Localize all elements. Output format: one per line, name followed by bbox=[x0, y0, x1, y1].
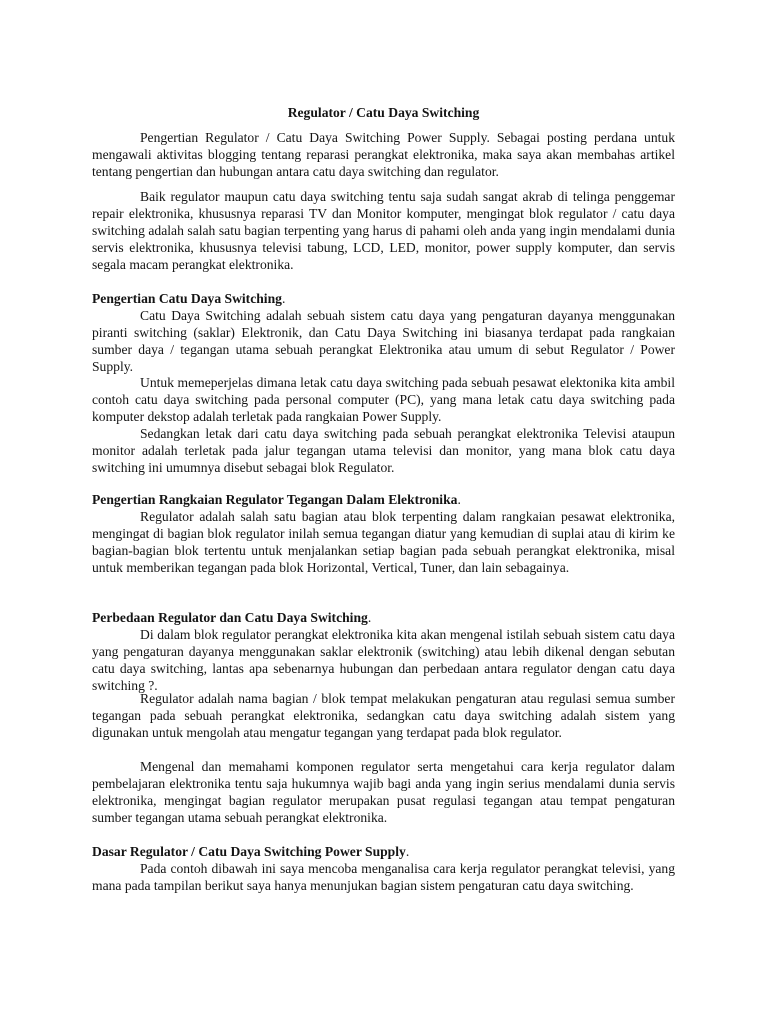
section-heading-text: Dasar Regulator / Catu Daya Switching Power Supply bbox=[92, 844, 406, 859]
section-2-paragraph-1: Regulator adalah salah satu bagian atau blok terpenting dalam rangkaian pesawat elektronika, mengingat di bagian blok regulator inilah semua tegangan diatur yang kemudian di suplai atau di kirim ke bagian-bagian blok tertentu untuk menjalankan setiap bagian pada sebuah perangkat elektronika, misal untuk memberikan tegangan pada blok Horizontal, Vertical, Tuner, dan lain sebagainya. bbox=[92, 509, 675, 575]
section-3-paragraph-3: Mengenal dan memahami komponen regulator serta mengetahui cara kerja regulator dalam pembelajaran elektronika tentu saja hukumnya wajib bagi anda yang ingin serius mendalami dunia servis elektronika, mengingat bagian regulator merupakan pusat regulasi tegangan atau tempat pengaturan sumber tegangan utama sebuah perangkat elektronika. bbox=[92, 759, 675, 825]
intro-paragraph-1: Pengertian Regulator / Catu Daya Switching Power Supply. Sebagai posting perdana untuk mengawali aktivitas blogging tentang reparasi perangkat elektronika, maka saya akan membahas artikel tentang pengertian dan hubungan antara catu daya switching dan regulator. bbox=[92, 130, 675, 179]
section-1-paragraph-1: Catu Daya Switching adalah sebuah sistem catu daya yang pengaturan dayanya menggunakan piranti switching (saklar) Elektronik, dan Catu Daya Switching ini biasanya terdapat pada rangkaian sumber daya / tegangan utama sebuah perangkat Elektronika atau umum di sebut Regulator / Power Supply. bbox=[92, 308, 675, 374]
intro-paragraph-2: Baik regulator maupun catu daya switching tentu saja sudah sangat akrab di telinga penggemar repair elektronika, khususnya reparasi TV dan Monitor komputer, mengingat blok regulator / catu daya switching adalah salah satu bagian terpenting yang harus di pahami oleh anda yang ingin mendalami dunia servis elektronika, khususnya televisi tabung, LCD, LED, monitor, power supply komputer, dan servis segala macam perangkat elektronika. bbox=[92, 189, 675, 272]
heading-period: . bbox=[405, 844, 410, 859]
section-heading-perbedaan-regulator bbox=[92, 609, 675, 626]
section-heading-text: Perbedaan Regulator dan Catu Daya Switching bbox=[92, 610, 368, 625]
document-title: Regulator / Catu Daya Switching bbox=[287, 105, 480, 120]
section-1-paragraph-2: Untuk memeperjelas dimana letak catu daya switching pada sebuah pesawat elektonika kita ambil contoh catu daya switching pada personal computer (PC), yang mana letak catu daya switching pada komputer dekstop adalah terletak pada rangkaian Power Supply. bbox=[92, 375, 675, 424]
section-3-paragraph-2: Regulator adalah nama bagian / blok tempat melakukan pengaturan atau regulasi semua sumber tegangan pada sebuah perangkat elektronika, sedangkan catu daya switching adalah sistem yang digunakan untuk mengolah atau mengatur tegangan yang terdapat pada blok regulator. bbox=[92, 691, 675, 740]
section-3-paragraph-1: Di dalam blok regulator perangkat elektronika kita akan mengenal istilah sebuah sistem catu daya yang pengaturan dayanya menggunakan saklar elektronik (switching) atau lebih dikenal dengan sebutan catu daya switching, lantas apa sebenarnya hubungan dan perbedaan antara regulator dengan catu daya switching ?. bbox=[92, 627, 675, 693]
heading-period: . bbox=[457, 492, 461, 507]
section-heading-dasar-regulator bbox=[92, 843, 675, 860]
section-heading-rangkaian-regulator bbox=[92, 491, 675, 508]
heading-period: . bbox=[367, 610, 372, 625]
section-heading-text: Pengertian Rangkaian Regulator Tegangan Dalam Elektronika bbox=[92, 492, 458, 507]
section-1-paragraph-3: Sedangkan letak dari catu daya switching pada sebuah perangkat elektronika Televisi ataupun monitor adalah terletak pada jalur tegangan utama televisi dan monitor, yang mana blok catu daya switching ini umumnya disebut sebagai blok Regulator. bbox=[92, 426, 675, 475]
section-heading-catu-daya-switching bbox=[92, 290, 675, 307]
section-heading-text: Pengertian Catu Daya Switching bbox=[92, 291, 282, 306]
section-4-paragraph-1: Pada contoh dibawah ini saya mencoba menganalisa cara kerja regulator perangkat televisi, yang mana pada tampilan berikut saya hanya menunjukan bagian sistem pengaturan catu daya switching. bbox=[92, 861, 675, 893]
heading-period: . bbox=[281, 291, 286, 306]
